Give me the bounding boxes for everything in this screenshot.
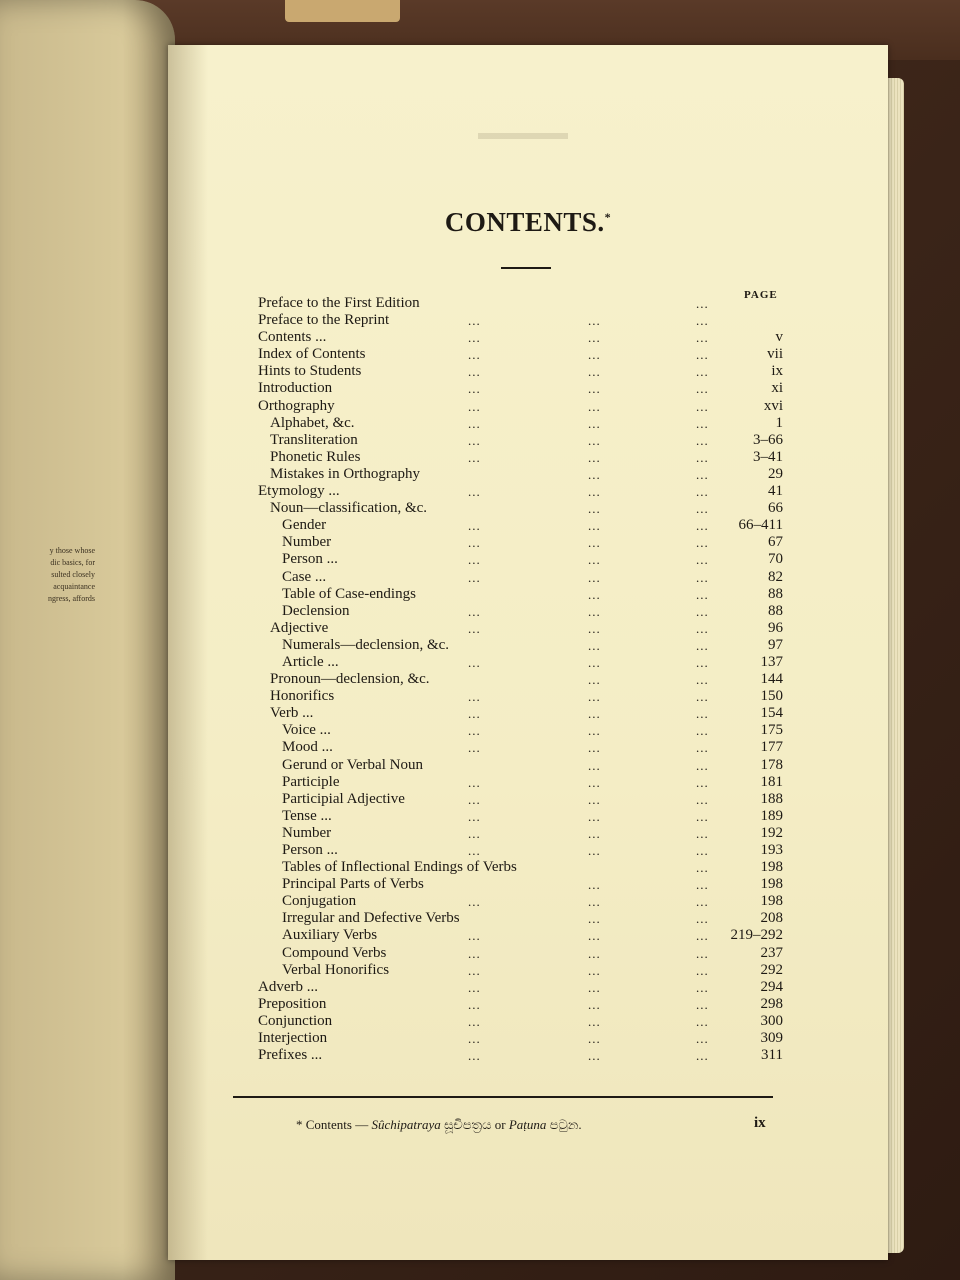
toc-entry-title: Etymology ... — [258, 483, 340, 500]
facing-page-line: acquaintance — [53, 582, 95, 591]
toc-entry-page: 175 — [760, 722, 783, 739]
facing-page-line: y those whose — [49, 546, 95, 555]
toc-entry — [258, 517, 783, 534]
toc-entry-page: v — [775, 329, 783, 346]
toc-entry-title: Mood ... — [282, 739, 333, 756]
toc-leader-dots: ... — [696, 620, 709, 636]
toc-leader-dots: ... — [696, 723, 709, 739]
toc-entry-title: Auxiliary Verbs — [282, 927, 378, 944]
toc-leader-dots: ... — [588, 791, 601, 807]
toc-leader-dots: ... — [696, 398, 709, 414]
toc-entry — [258, 1030, 783, 1047]
toc-leader-dots: ... — [696, 808, 709, 824]
toc-entry — [258, 859, 783, 876]
toc-entry-title: Prefixes ... — [258, 1047, 323, 1064]
heading-footnote-mark: * — [604, 210, 612, 224]
toc-entry-title: Conjunction — [258, 1012, 333, 1029]
toc-entry — [258, 466, 783, 483]
toc-leader-dots: ... — [588, 757, 601, 773]
toc-leader-dots: ... — [696, 313, 709, 329]
toc-leader-dots: ... — [696, 843, 709, 858]
toc-leader-dots: ... — [588, 672, 601, 688]
heading-text: CONTENTS. — [444, 207, 605, 237]
show-through-text — [478, 133, 568, 139]
toc-leader-dots: ... — [696, 979, 709, 995]
toc-leader-dots: ... — [696, 654, 709, 670]
facing-page-line: ngress, affords — [48, 594, 95, 603]
toc-leader-dots: ... — [696, 552, 709, 568]
toc-entry-page: 198 — [760, 876, 783, 893]
toc-entry — [258, 551, 783, 568]
toc-leader-dots: ... — [468, 313, 481, 329]
toc-entry-title: Verbal Honorifics — [282, 961, 390, 978]
toc-entry — [258, 962, 783, 979]
toc-entry-page: xi — [771, 380, 783, 397]
toc-leader-dots: ... — [468, 996, 481, 1012]
toc-leader-dots: ... — [588, 928, 601, 944]
toc-leader-dots: ... — [588, 501, 601, 517]
toc-leader-dots: ... — [588, 415, 601, 431]
toc-leader-dots: ... — [588, 962, 601, 978]
toc-leader-dots: ... — [468, 330, 481, 346]
footnote-term-1: Sûchipatraya — [371, 1117, 441, 1132]
toc-entry-page: vii — [767, 346, 783, 363]
toc-leader-dots: ... — [696, 689, 709, 705]
toc-leader-dots: ... — [696, 791, 709, 807]
toc-leader-dots: ... — [588, 586, 601, 602]
toc-entry — [258, 945, 783, 962]
toc-entry — [258, 500, 783, 517]
toc-leader-dots: ... — [696, 860, 709, 876]
toc-entry-title: Participial Adjective — [282, 790, 405, 807]
toc-entry-page: 298 — [760, 995, 783, 1012]
toc-leader-dots: ... — [696, 928, 709, 944]
toc-leader-dots: ... — [468, 654, 481, 670]
toc-leader-dots: ... — [696, 774, 709, 790]
toc-leader-dots: ... — [468, 791, 481, 807]
toc-entry-page: 219–292 — [730, 927, 783, 944]
toc-leader-dots: ... — [696, 911, 709, 927]
toc-entry — [258, 705, 783, 722]
toc-entry — [258, 808, 783, 825]
toc-leader-dots: ... — [468, 1031, 481, 1047]
toc-entry-title: Number — [282, 824, 332, 841]
footnote-term-2: Paṭuna — [508, 1117, 547, 1132]
toc-entry-title: Preposition — [258, 995, 327, 1012]
toc-entry-title: Article ... — [282, 653, 339, 670]
toc-entry-title: Voice ... — [282, 722, 331, 739]
toc-entry — [258, 876, 783, 893]
toc-leader-dots: ... — [468, 398, 481, 414]
toc-entry-page: 67 — [768, 534, 783, 551]
toc-entry — [258, 1013, 783, 1030]
toc-leader-dots: ... — [468, 449, 481, 465]
toc-entry-page: 309 — [760, 1030, 783, 1047]
toc-leader-dots: ... — [696, 825, 709, 841]
toc-entry — [258, 688, 783, 705]
toc-leader-dots: ... — [588, 1048, 601, 1064]
toc-leader-dots: ... — [588, 603, 601, 619]
toc-leader-dots: ... — [696, 672, 709, 688]
toc-entry-page: 3–41 — [753, 448, 783, 465]
toc-entry — [258, 329, 783, 346]
toc-leader-dots: ... — [588, 620, 601, 636]
toc-entry-title: Contents ... — [258, 329, 327, 346]
toc-leader-dots: ... — [588, 723, 601, 739]
toc-entry-page: 97 — [768, 636, 783, 653]
toc-leader-dots: ... — [468, 432, 481, 448]
toc-leader-dots: ... — [468, 808, 481, 824]
toc-entry-title: Declension — [282, 602, 350, 619]
toc-leader-dots: ... — [588, 706, 601, 722]
footnote-rule — [233, 1096, 773, 1098]
toc-leader-dots: ... — [696, 945, 709, 961]
toc-entry — [258, 603, 783, 620]
toc-leader-dots: ... — [588, 347, 601, 363]
footnote-sinhala-2: පටුන. — [549, 1117, 582, 1132]
toc-entry-page: xvi — [763, 397, 783, 414]
toc-leader-dots: ... — [696, 381, 709, 397]
facing-page-text — [0, 545, 95, 605]
toc-entry-title: Verb ... — [270, 705, 314, 722]
toc-entry — [258, 927, 783, 944]
toc-leader-dots: ... — [696, 501, 709, 517]
toc-entry — [258, 432, 783, 449]
toc-leader-dots: ... — [588, 979, 601, 995]
toc-entry-title: Number — [282, 534, 332, 551]
toc-leader-dots: ... — [468, 894, 481, 910]
toc-entry-page: 294 — [760, 978, 783, 995]
toc-leader-dots: ... — [588, 740, 601, 756]
toc-leader-dots: ... — [696, 364, 709, 380]
toc-entry — [258, 739, 783, 756]
toc-entry — [258, 996, 783, 1013]
toc-leader-dots: ... — [468, 552, 481, 568]
toc-entry-title: Numerals—declension, &c. — [282, 636, 450, 653]
toc-leader-dots: ... — [468, 535, 481, 551]
toc-entry-page: 189 — [760, 807, 783, 824]
toc-leader-dots: ... — [468, 603, 481, 619]
toc-entry-title: Gender — [282, 517, 327, 534]
toc-entry-title: Honorifics — [270, 688, 335, 705]
toc-entry-title: Table of Case-endings — [282, 585, 416, 602]
toc-entry-title: Mistakes in Orthography — [270, 465, 420, 482]
toc-leader-dots: ... — [468, 928, 481, 944]
toc-leader-dots: ... — [468, 415, 481, 431]
toc-leader-dots: ... — [696, 1013, 709, 1029]
toc-leader-dots: ... — [468, 843, 481, 858]
toc-entry — [258, 842, 783, 859]
facing-page-line: dic basics, for — [50, 558, 95, 567]
toc-leader-dots: ... — [588, 996, 601, 1012]
page-heading — [168, 207, 888, 238]
toc-leader-dots: ... — [468, 706, 481, 722]
toc-leader-dots: ... — [468, 825, 481, 841]
toc-entry — [258, 483, 783, 500]
heading-rule — [501, 267, 551, 269]
toc-entry — [258, 637, 783, 654]
toc-entry-title: Phonetic Rules — [270, 448, 361, 465]
toc-entry — [258, 415, 783, 432]
toc-entry-title: Orthography — [258, 397, 335, 414]
toc-entry-page: 88 — [768, 602, 783, 619]
toc-entry-page: 66–411 — [738, 517, 783, 534]
toc-leader-dots: ... — [588, 364, 601, 380]
toc-leader-dots: ... — [696, 962, 709, 978]
footnote-sinhala-1: සූචිපත්‍රය — [444, 1117, 492, 1132]
toc-leader-dots: ... — [696, 484, 709, 500]
toc-entry-title: Principal Parts of Verbs — [282, 876, 424, 893]
toc-leader-dots: ... — [468, 620, 481, 636]
toc-leader-dots: ... — [468, 347, 481, 363]
toc-entry-page: 150 — [760, 688, 783, 705]
toc-entry-page: 144 — [760, 671, 783, 688]
toc-entry-page: 41 — [768, 483, 783, 500]
footnote-label: Contents — — [305, 1117, 369, 1132]
toc-entry-page: 3–66 — [753, 431, 783, 448]
toc-entry — [258, 449, 783, 466]
toc-leader-dots: ... — [468, 689, 481, 705]
toc-leader-dots: ... — [468, 774, 481, 790]
toc-leader-dots: ... — [588, 466, 601, 482]
toc-entry — [258, 774, 783, 791]
toc-leader-dots: ... — [696, 415, 709, 431]
toc-leader-dots: ... — [696, 740, 709, 756]
toc-entry-page: ix — [771, 363, 783, 380]
toc-entry-title: Conjugation — [282, 893, 357, 910]
toc-entry — [258, 910, 783, 927]
toc-leader-dots: ... — [696, 996, 709, 1012]
toc-leader-dots: ... — [588, 552, 601, 568]
toc-leader-dots: ... — [588, 569, 601, 585]
toc-leader-dots: ... — [696, 535, 709, 551]
toc-leader-dots: ... — [468, 1013, 481, 1029]
toc-leader-dots: ... — [468, 518, 481, 534]
toc-entry — [258, 1047, 783, 1064]
toc-entry — [258, 893, 783, 910]
footnote-mark: * — [296, 1117, 303, 1132]
toc-leader-dots: ... — [696, 877, 709, 893]
toc-leader-dots: ... — [588, 808, 601, 824]
toc-entry — [258, 398, 783, 415]
toc-entry — [258, 722, 783, 739]
toc-entry-title: Interjection — [258, 1030, 328, 1047]
toc-leader-dots: ... — [696, 330, 709, 346]
toc-entry-page: 192 — [760, 824, 783, 841]
toc-entry — [258, 534, 783, 551]
toc-entry-page: 198 — [760, 893, 783, 910]
toc-entry — [258, 363, 783, 380]
toc-entry-page: 70 — [768, 551, 783, 568]
toc-entry-page: 154 — [760, 705, 783, 722]
toc-leader-dots: ... — [696, 569, 709, 585]
toc-entry-page: 188 — [760, 790, 783, 807]
toc-entry-page: 96 — [768, 619, 783, 636]
toc-entry-title: Gerund or Verbal Noun — [282, 756, 423, 773]
toc-entry — [258, 346, 783, 363]
toc-leader-dots: ... — [588, 894, 601, 910]
footnote-joiner: or — [494, 1117, 506, 1132]
table-of-contents — [258, 295, 783, 1064]
facing-page — [0, 0, 175, 1280]
toc-leader-dots: ... — [468, 364, 481, 380]
contents-page — [168, 45, 888, 1260]
toc-leader-dots: ... — [588, 843, 601, 858]
toc-entry-title: Compound Verbs — [282, 944, 387, 961]
toc-leader-dots: ... — [468, 945, 481, 961]
toc-leader-dots: ... — [468, 484, 481, 500]
toc-entry — [258, 312, 783, 329]
toc-leader-dots: ... — [588, 484, 601, 500]
toc-entry-title: Alphabet, &c. — [270, 414, 355, 431]
bookmark — [285, 0, 400, 22]
toc-entry-title: Preface to the Reprint — [258, 312, 390, 329]
toc-entry — [258, 586, 783, 603]
toc-leader-dots: ... — [696, 347, 709, 363]
toc-leader-dots: ... — [588, 381, 601, 397]
toc-entry-title: Pronoun—declension, &c. — [270, 671, 430, 688]
toc-leader-dots: ... — [588, 518, 601, 534]
toc-leader-dots: ... — [588, 654, 601, 670]
toc-entry — [258, 295, 783, 312]
toc-entry-page: 193 — [760, 842, 783, 858]
toc-entry-title: Introduction — [258, 380, 333, 397]
toc-entry-title: Transliteration — [270, 431, 358, 448]
toc-entry — [258, 791, 783, 808]
toc-leader-dots: ... — [696, 296, 709, 311]
toc-entry — [258, 654, 783, 671]
toc-leader-dots: ... — [696, 466, 709, 482]
toc-leader-dots: ... — [588, 432, 601, 448]
toc-entry-title: Preface to the First Edition — [258, 295, 420, 311]
toc-entry-page: 178 — [760, 756, 783, 773]
toc-entry-title: Case ... — [282, 568, 327, 585]
toc-entry-title: Person ... — [282, 842, 338, 858]
toc-entry-page: 88 — [768, 585, 783, 602]
toc-leader-dots: ... — [588, 1013, 601, 1029]
toc-leader-dots: ... — [588, 313, 601, 329]
toc-leader-dots: ... — [588, 398, 601, 414]
toc-entry — [258, 979, 783, 996]
toc-leader-dots: ... — [696, 757, 709, 773]
toc-entry — [258, 620, 783, 637]
toc-entry — [258, 569, 783, 586]
toc-leader-dots: ... — [588, 637, 601, 653]
toc-entry — [258, 380, 783, 397]
toc-entry-title: Noun—classification, &c. — [270, 500, 428, 517]
toc-entry-page: 137 — [760, 653, 783, 670]
toc-entry-page: 66 — [768, 500, 783, 517]
toc-leader-dots: ... — [696, 449, 709, 465]
toc-entry-page: 29 — [768, 465, 783, 482]
toc-entry-page: 300 — [760, 1012, 783, 1029]
toc-leader-dots: ... — [696, 637, 709, 653]
toc-leader-dots: ... — [468, 723, 481, 739]
toc-leader-dots: ... — [696, 706, 709, 722]
toc-leader-dots: ... — [468, 569, 481, 585]
toc-leader-dots: ... — [468, 1048, 481, 1064]
page-column-label: PAGE — [744, 289, 778, 301]
toc-entry-title: Index of Contents — [258, 346, 366, 363]
toc-leader-dots: ... — [696, 603, 709, 619]
toc-leader-dots: ... — [696, 894, 709, 910]
page-number: ix — [754, 1115, 766, 1131]
toc-leader-dots: ... — [468, 979, 481, 995]
toc-entry-title: Participle — [282, 773, 340, 790]
toc-entry-page: 292 — [760, 961, 783, 978]
toc-entry-title: Irregular and Defective Verbs — [282, 910, 460, 927]
toc-leader-dots: ... — [588, 535, 601, 551]
toc-leader-dots: ... — [468, 381, 481, 397]
toc-entry-page: 198 — [760, 859, 783, 876]
toc-entry-page: 208 — [760, 910, 783, 927]
toc-entry-title: Person ... — [282, 551, 338, 568]
toc-leader-dots: ... — [696, 518, 709, 534]
toc-entry — [258, 671, 783, 688]
toc-leader-dots: ... — [588, 449, 601, 465]
toc-entry-page: 237 — [760, 944, 783, 961]
toc-leader-dots: ... — [696, 1048, 709, 1064]
toc-leader-dots: ... — [588, 945, 601, 961]
toc-entry — [258, 757, 783, 774]
toc-leader-dots: ... — [696, 1031, 709, 1047]
toc-leader-dots: ... — [588, 911, 601, 927]
toc-leader-dots: ... — [588, 774, 601, 790]
toc-leader-dots: ... — [468, 740, 481, 756]
toc-leader-dots: ... — [588, 877, 601, 893]
toc-leader-dots: ... — [588, 1031, 601, 1047]
toc-entry-page: 181 — [760, 773, 783, 790]
toc-entry-title: Tables of Inflectional Endings of Verbs — [282, 859, 517, 876]
toc-leader-dots: ... — [468, 962, 481, 978]
toc-entry-page: 82 — [768, 568, 783, 585]
toc-entry-title: Hints to Students — [258, 363, 362, 380]
toc-leader-dots: ... — [588, 825, 601, 841]
toc-leader-dots: ... — [588, 330, 601, 346]
toc-leader-dots: ... — [696, 432, 709, 448]
toc-leader-dots: ... — [696, 586, 709, 602]
toc-entry-page: 177 — [760, 739, 783, 756]
footnote — [296, 1117, 582, 1133]
toc-entry-title: Adverb ... — [258, 978, 318, 995]
toc-leader-dots: ... — [588, 689, 601, 705]
toc-entry-page: 311 — [761, 1047, 783, 1064]
toc-entry-page: 1 — [775, 414, 783, 431]
toc-entry — [258, 825, 783, 842]
toc-entry-title: Adjective — [270, 619, 329, 636]
facing-page-line: sulted closely — [51, 570, 95, 579]
toc-entry-title: Tense ... — [282, 807, 332, 824]
